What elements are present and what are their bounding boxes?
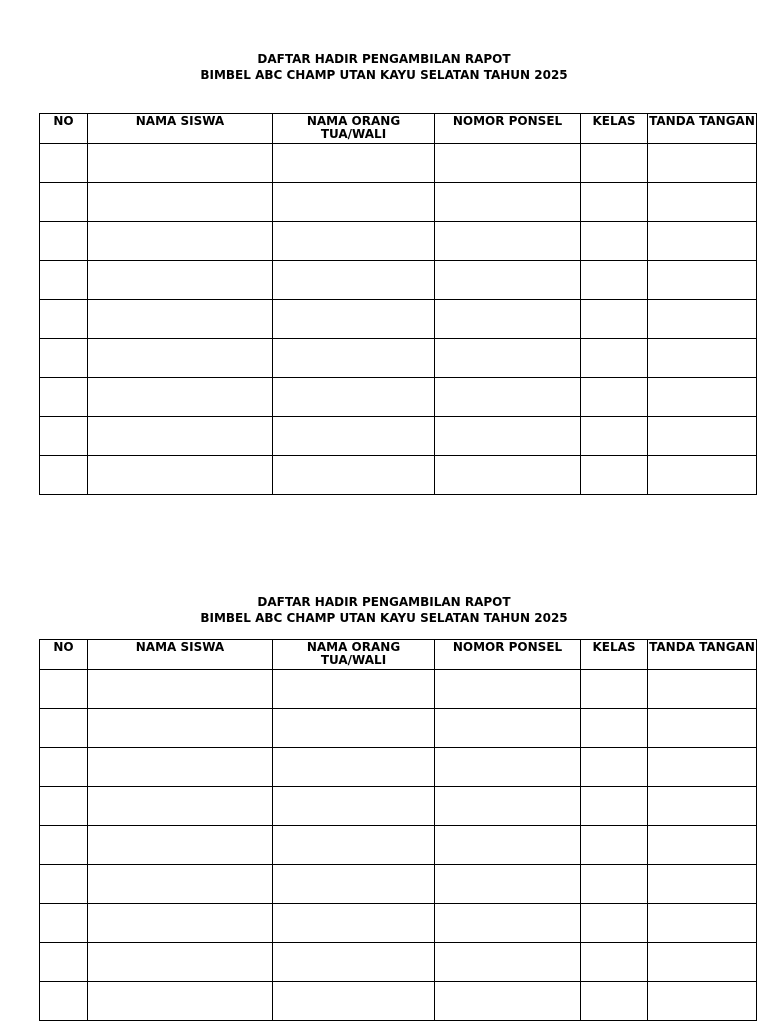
form-title-line-2: BIMBEL ABC CHAMP UTAN KAYU SELATAN TAHUN 2025 — [200, 68, 568, 82]
cell-tanda-tangan[interactable] — [648, 339, 757, 378]
cell-kelas[interactable] — [581, 748, 648, 787]
table-row — [40, 339, 757, 378]
cell-nama-orang-tua[interactable] — [273, 456, 435, 495]
column-header-tanda-tangan: TANDA TANGAN — [648, 114, 757, 144]
column-header-no: NO — [40, 640, 88, 670]
cell-nama-orang-tua[interactable] — [273, 826, 435, 865]
cell-no[interactable] — [40, 456, 88, 495]
form-title-line-1: DAFTAR HADIR PENGAMBILAN RAPOT — [257, 52, 511, 66]
cell-nama-orang-tua[interactable] — [273, 904, 435, 943]
form-title-line-2: BIMBEL ABC CHAMP UTAN KAYU SELATAN TAHUN 2025 — [200, 611, 568, 625]
cell-tanda-tangan[interactable] — [648, 222, 757, 261]
cell-no[interactable] — [40, 300, 88, 339]
cell-nomor-ponsel[interactable] — [435, 144, 581, 183]
cell-kelas[interactable] — [581, 456, 648, 495]
table-row — [40, 865, 757, 904]
cell-nama-siswa[interactable] — [88, 222, 273, 261]
table-row — [40, 378, 757, 417]
cell-nama-orang-tua[interactable] — [273, 378, 435, 417]
cell-nama-orang-tua[interactable] — [273, 670, 435, 709]
cell-nama-orang-tua[interactable] — [273, 865, 435, 904]
cell-nomor-ponsel[interactable] — [435, 339, 581, 378]
cell-nama-siswa[interactable] — [88, 378, 273, 417]
table-row — [40, 670, 757, 709]
cell-kelas[interactable] — [581, 378, 648, 417]
table-row — [40, 417, 757, 456]
column-header-tanda-tangan: TANDA TANGAN — [648, 640, 757, 670]
cell-nama-siswa[interactable] — [88, 261, 273, 300]
cell-nomor-ponsel[interactable] — [435, 865, 581, 904]
cell-nomor-ponsel[interactable] — [435, 943, 581, 982]
cell-nama-orang-tua[interactable] — [273, 339, 435, 378]
cell-nama-siswa[interactable] — [88, 456, 273, 495]
cell-tanda-tangan[interactable] — [648, 300, 757, 339]
cell-nama-siswa[interactable] — [88, 670, 273, 709]
cell-nama-orang-tua[interactable] — [273, 787, 435, 826]
cell-nama-siswa[interactable] — [88, 183, 273, 222]
cell-nama-orang-tua[interactable] — [273, 300, 435, 339]
cell-tanda-tangan[interactable] — [648, 670, 757, 709]
cell-tanda-tangan[interactable] — [648, 456, 757, 495]
cell-kelas[interactable] — [581, 787, 648, 826]
cell-no[interactable] — [40, 378, 88, 417]
cell-nama-orang-tua[interactable] — [273, 417, 435, 456]
cell-no[interactable] — [40, 709, 88, 748]
table-row — [40, 748, 757, 787]
cell-no[interactable] — [40, 222, 88, 261]
cell-no[interactable] — [40, 144, 88, 183]
cell-kelas[interactable] — [581, 670, 648, 709]
form-title — [0, 51, 768, 83]
cell-nama-siswa[interactable] — [88, 787, 273, 826]
cell-kelas[interactable] — [581, 261, 648, 300]
cell-nomor-ponsel[interactable] — [435, 222, 581, 261]
cell-tanda-tangan[interactable] — [648, 787, 757, 826]
cell-nomor-ponsel[interactable] — [435, 417, 581, 456]
cell-kelas[interactable] — [581, 709, 648, 748]
cell-tanda-tangan[interactable] — [648, 261, 757, 300]
cell-nama-siswa[interactable] — [88, 709, 273, 748]
table-row — [40, 982, 757, 1021]
cell-nomor-ponsel[interactable] — [435, 183, 581, 222]
cell-nama-siswa[interactable] — [88, 417, 273, 456]
column-header-kelas: KELAS — [581, 114, 648, 144]
form-title-line-1: DAFTAR HADIR PENGAMBILAN RAPOT — [257, 595, 511, 609]
cell-nama-orang-tua[interactable] — [273, 222, 435, 261]
cell-kelas[interactable] — [581, 144, 648, 183]
cell-no[interactable] — [40, 748, 88, 787]
cell-no[interactable] — [40, 183, 88, 222]
cell-no[interactable] — [40, 670, 88, 709]
cell-tanda-tangan[interactable] — [648, 183, 757, 222]
cell-no[interactable] — [40, 865, 88, 904]
cell-nomor-ponsel[interactable] — [435, 787, 581, 826]
cell-no[interactable] — [40, 787, 88, 826]
cell-nama-orang-tua[interactable] — [273, 943, 435, 982]
cell-nomor-ponsel[interactable] — [435, 709, 581, 748]
cell-no[interactable] — [40, 826, 88, 865]
cell-no[interactable] — [40, 943, 88, 982]
cell-kelas[interactable] — [581, 982, 648, 1021]
column-header-nomor-ponsel: NOMOR PONSEL — [435, 640, 581, 670]
column-header-nama-orang-tua: NAMA ORANG TUA/WALI — [273, 114, 435, 144]
cell-kelas[interactable] — [581, 826, 648, 865]
table-header-row — [40, 114, 757, 144]
cell-nama-siswa[interactable] — [88, 865, 273, 904]
column-header-kelas: KELAS — [581, 640, 648, 670]
cell-tanda-tangan[interactable] — [648, 982, 757, 1021]
cell-tanda-tangan[interactable] — [648, 709, 757, 748]
cell-no[interactable] — [40, 904, 88, 943]
cell-kelas[interactable] — [581, 417, 648, 456]
table-row — [40, 222, 757, 261]
cell-nama-siswa[interactable] — [88, 982, 273, 1021]
cell-nomor-ponsel[interactable] — [435, 456, 581, 495]
cell-nama-orang-tua[interactable] — [273, 982, 435, 1021]
table-row — [40, 183, 757, 222]
cell-no[interactable] — [40, 261, 88, 300]
cell-nama-orang-tua[interactable] — [273, 183, 435, 222]
cell-nomor-ponsel[interactable] — [435, 826, 581, 865]
cell-nomor-ponsel[interactable] — [435, 670, 581, 709]
column-header-no: NO — [40, 114, 88, 144]
cell-nama-siswa[interactable] — [88, 144, 273, 183]
cell-nama-siswa[interactable] — [88, 748, 273, 787]
cell-nama-orang-tua[interactable] — [273, 144, 435, 183]
cell-nomor-ponsel[interactable] — [435, 378, 581, 417]
cell-tanda-tangan[interactable] — [648, 865, 757, 904]
cell-nomor-ponsel[interactable] — [435, 261, 581, 300]
cell-nomor-ponsel[interactable] — [435, 300, 581, 339]
cell-nama-siswa[interactable] — [88, 339, 273, 378]
attendance-table — [39, 113, 757, 495]
cell-nama-siswa[interactable] — [88, 300, 273, 339]
cell-kelas[interactable] — [581, 183, 648, 222]
cell-kelas[interactable] — [581, 222, 648, 261]
cell-tanda-tangan[interactable] — [648, 748, 757, 787]
table-row — [40, 787, 757, 826]
column-header-nomor-ponsel: NOMOR PONSEL — [435, 114, 581, 144]
cell-kelas[interactable] — [581, 300, 648, 339]
table-row — [40, 709, 757, 748]
column-header-nama-siswa: NAMA SISWA — [88, 640, 273, 670]
table-row — [40, 144, 757, 183]
table-row — [40, 904, 757, 943]
cell-nama-siswa[interactable] — [88, 826, 273, 865]
cell-nama-orang-tua[interactable] — [273, 709, 435, 748]
cell-no[interactable] — [40, 982, 88, 1021]
table-row — [40, 943, 757, 982]
cell-tanda-tangan[interactable] — [648, 144, 757, 183]
cell-no[interactable] — [40, 339, 88, 378]
cell-no[interactable] — [40, 417, 88, 456]
column-header-nama-siswa: NAMA SISWA — [88, 114, 273, 144]
cell-nomor-ponsel[interactable] — [435, 982, 581, 1021]
cell-tanda-tangan[interactable] — [648, 826, 757, 865]
cell-nama-orang-tua[interactable] — [273, 748, 435, 787]
table-row — [40, 456, 757, 495]
cell-nama-siswa[interactable] — [88, 943, 273, 982]
cell-kelas[interactable] — [581, 943, 648, 982]
table-row — [40, 261, 757, 300]
cell-tanda-tangan[interactable] — [648, 378, 757, 417]
cell-kelas[interactable] — [581, 339, 648, 378]
form-title — [0, 594, 768, 626]
cell-tanda-tangan[interactable] — [648, 904, 757, 943]
table-header-row — [40, 640, 757, 670]
table-row — [40, 826, 757, 865]
column-header-nama-orang-tua: NAMA ORANG TUA/WALI — [273, 640, 435, 670]
cell-nomor-ponsel[interactable] — [435, 748, 581, 787]
cell-nama-siswa[interactable] — [88, 904, 273, 943]
cell-kelas[interactable] — [581, 865, 648, 904]
table-row — [40, 300, 757, 339]
cell-nama-orang-tua[interactable] — [273, 261, 435, 300]
cell-kelas[interactable] — [581, 904, 648, 943]
cell-nomor-ponsel[interactable] — [435, 904, 581, 943]
attendance-table — [39, 639, 757, 1021]
cell-tanda-tangan[interactable] — [648, 943, 757, 982]
cell-tanda-tangan[interactable] — [648, 417, 757, 456]
